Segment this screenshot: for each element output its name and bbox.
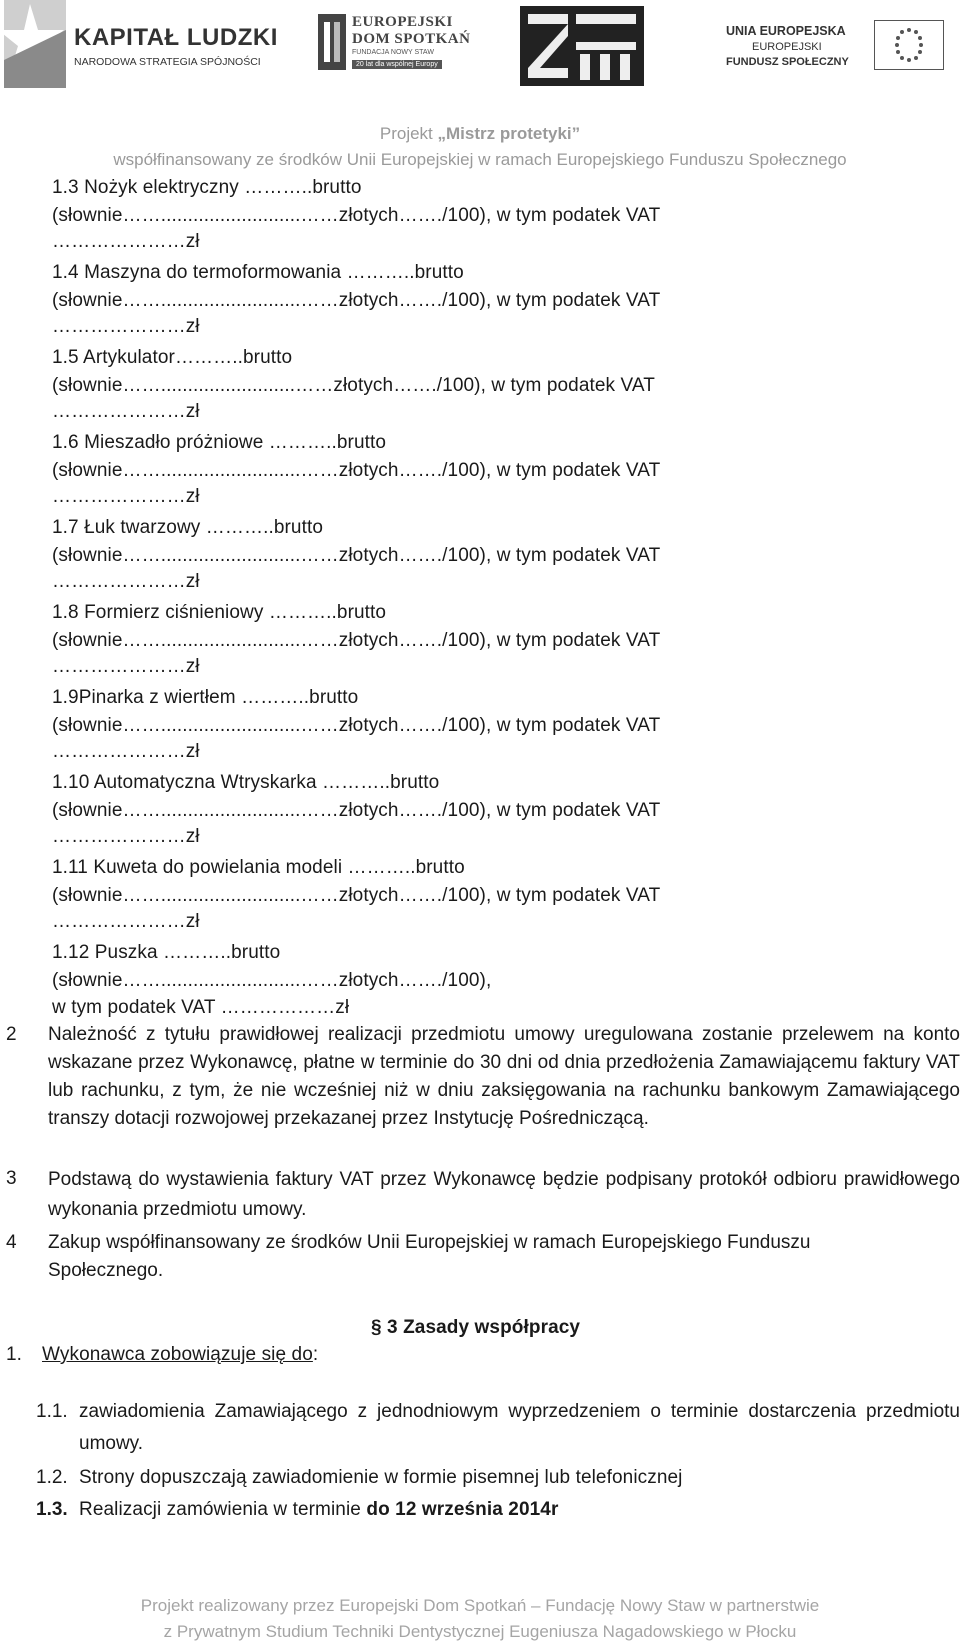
kapital-ludzki-sub: NARODOWA STRATEGIA SPÓJNOŚCI: [74, 56, 261, 68]
section-item-colon: :: [312, 1344, 319, 1365]
item-words: (słownie…….........................……złotych……./100), w tym podatek VAT: [52, 375, 655, 396]
project-name: „Mistrz protetyki”: [437, 124, 581, 143]
item-title: 1.4 Maszyna do termoformowania ………..brutto: [52, 262, 464, 283]
eds-sub: FUNDACJA NOWY STAW: [352, 49, 434, 56]
item-title: 1.10 Automatyczna Wtryskarka ………..brutto: [52, 772, 440, 793]
item-title: 1.8 Formierz ciśnieniowy ………..brutto: [52, 602, 387, 623]
item-amount: …………………zł: [52, 316, 200, 337]
subitem-number: 1.1.: [36, 1401, 68, 1422]
eu-line-2: EUROPEJSKI: [752, 41, 822, 53]
subitem-text: [79, 1499, 558, 1521]
kapital-ludzki-logo: [4, 0, 278, 90]
paragraph-number: 2: [6, 1024, 17, 1045]
paragraph-number: 4: [6, 1232, 17, 1253]
subitem-text: Strony dopuszczają zawiadomienie w formie pisemnej lub telefonicznej: [79, 1467, 683, 1488]
eds-logo: [318, 14, 471, 82]
paragraph-text: Zakup współfinansowany ze środków Unii Europejskiej w ramach Europejskiego Funduszu Społecznego.: [48, 1232, 811, 1281]
item-words: (słownie……..........................……złotych……./100), w tym podatek VAT: [52, 290, 661, 311]
item-words: (słownie……..........................……złotych……./100), w tym podatek VAT: [52, 885, 661, 906]
section-item-label: Wykonawca zobowiązuje się do: [42, 1344, 313, 1365]
section-item-number: 1.: [6, 1344, 22, 1365]
footer-line-1: Projekt realizowany przez Europejski Dom Spotkań – Fundację Nowy Staw w partnerstwie: [140, 1596, 820, 1615]
item-amount: …………………zł: [52, 741, 200, 762]
item-title: 1.11 Kuweta do powielania modeli ………..brutto: [52, 857, 465, 878]
item-words: (słownie……..........................……złotych……./100), w tym podatek VAT: [52, 800, 661, 821]
eu-logo: [726, 20, 946, 82]
school-logo: [520, 6, 644, 86]
item-amount: …………………zł: [52, 401, 200, 422]
paragraph-text: Należność z tytułu prawidłowej realizacji przedmiotu umowy uregulowana zostanie przelewem na konto wskazane przez Wykonawcę, płatne w terminie do 30 dni od dnia przedłożenia Zamawiającemu faktury VAT lub rachunku, z tym, że nie wcześniej niż w dniu zaksięgowania na rachunku bankowym Zamawiającego transzy dotacji rozwojowej przekazanej przez Instytucję Pośredniczącą.: [48, 1024, 960, 1129]
item-words: (słownie……..........................……złotych……./100), w tym podatek VAT: [52, 460, 661, 481]
item-title: 1.9Pinarka z wiertłem ………..brutto: [52, 687, 359, 708]
item-words: (słownie……..........................……złotych……./100), w tym podatek VAT: [52, 545, 661, 566]
item-amount: w tym podatek VAT ………………zł: [52, 997, 350, 1018]
eu-flag-icon: [874, 20, 944, 70]
logo-bar: [0, 0, 960, 110]
item-amount: …………………zł: [52, 911, 200, 932]
subitem-text-plain: Realizacji zamówienia w terminie: [79, 1499, 367, 1520]
school-emblem-icon: [520, 6, 644, 86]
section-item-text: [42, 1344, 318, 1366]
item-amount: …………………zł: [52, 231, 200, 252]
cofinance-line: współfinansowany ze środków Unii Europejskiej w ramach Europejskiego Funduszu Społecznego: [113, 150, 847, 169]
eu-line-3: FUNDUSZ SPOŁECZNY: [726, 56, 849, 68]
item-title: 1.6 Mieszadło próżniowe ………..brutto: [52, 432, 387, 453]
item-words: (słownie……..........................……złotych……./100), w tym podatek VAT: [52, 715, 661, 736]
eds-emblem-icon: [318, 14, 346, 70]
eds-name-2: DOM SPOTKAŃ: [352, 31, 471, 47]
item-words: (słownie……..........................……złotych……./100), w tym podatek VAT: [52, 205, 661, 226]
eu-line-1: UNIA EUROPEJSKA: [726, 24, 846, 38]
item-words: (słownie……..........................……złotych……./100),: [52, 970, 492, 991]
item-amount: …………………zł: [52, 571, 200, 592]
eds-tag: 20 lat dla wspólnej Europy: [352, 60, 442, 69]
eds-name-1: EUROPEJSKI: [352, 14, 453, 30]
footer-line-2: z Prywatnym Studium Techniki Dentystycznej Eugeniusza Nagadowskiego w Płocku: [163, 1622, 797, 1641]
subitem-number: 1.2.: [36, 1467, 68, 1488]
item-title: 1.5 Artykulator………..brutto: [52, 347, 293, 368]
item-title: 1.3 Nożyk elektryczny ………..brutto: [52, 177, 362, 198]
item-words: (słownie……..........................……złotych……./100), w tym podatek VAT: [52, 630, 661, 651]
item-amount: …………………zł: [52, 656, 200, 677]
project-title: [0, 124, 960, 144]
kapital-ludzki-emblem-icon: [4, 0, 66, 88]
item-title: 1.7 Łuk twarzowy ………..brutto: [52, 517, 324, 538]
subitem-number: 1.3.: [36, 1499, 68, 1520]
subitem-text-bold: do 12 września 2014r: [366, 1499, 559, 1520]
item-amount: …………………zł: [52, 486, 200, 507]
kapital-ludzki-name: KAPITAŁ LUDZKI: [74, 24, 278, 51]
paragraph-text: Podstawą do wystawienia faktury VAT przez Wykonawcę będzie podpisany protokół odbioru prawidłowego wykonania przedmiotu umowy.: [48, 1169, 960, 1220]
project-prefix: Projekt: [379, 124, 438, 143]
section-title: § 3 Zasady współpracy: [371, 1317, 581, 1338]
paragraph-number: 3: [6, 1168, 17, 1189]
item-amount: …………………zł: [52, 826, 200, 847]
subitem-text: zawiadomienia Zamawiającego z jednodniowym wyprzedzeniem o terminie dostarczenia przedmiotu umowy.: [79, 1401, 960, 1454]
item-title: 1.12 Puszka ………..brutto: [52, 942, 281, 963]
